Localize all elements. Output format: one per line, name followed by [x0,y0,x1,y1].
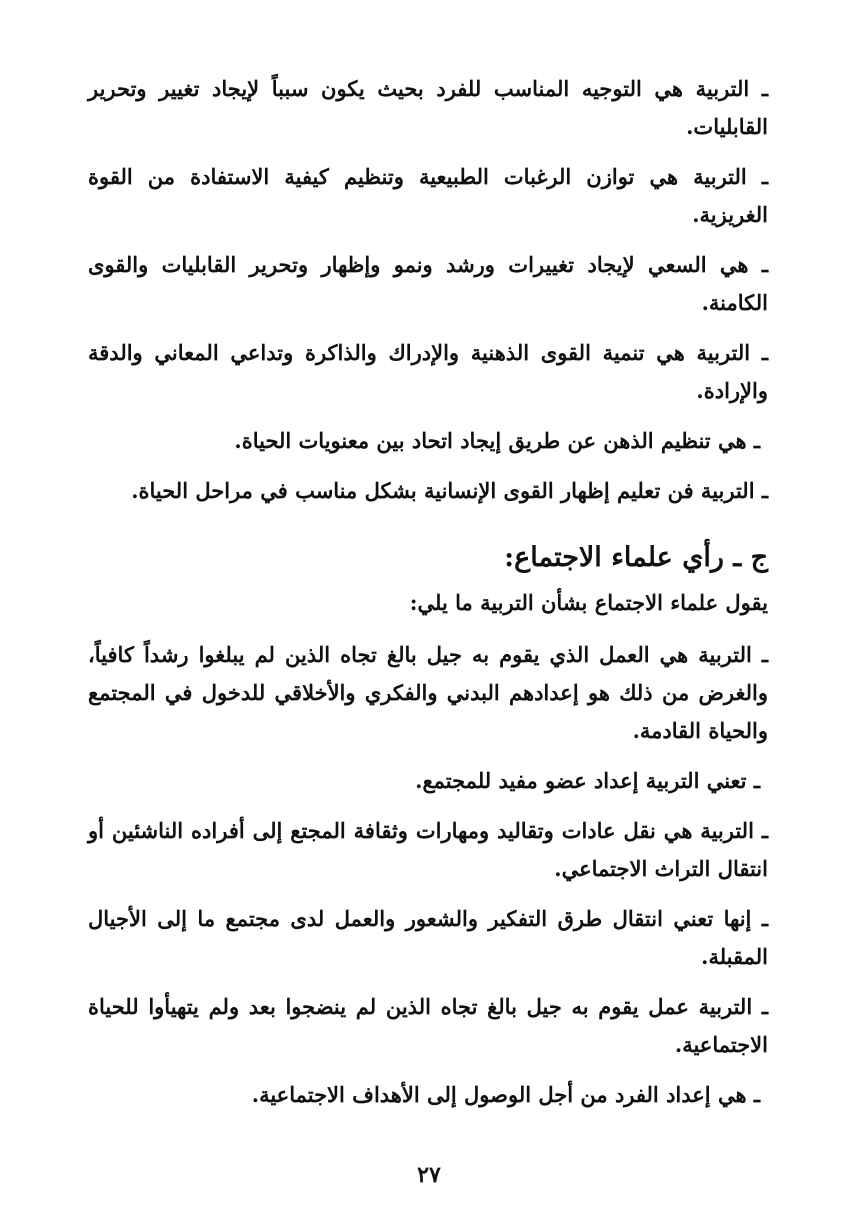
page-body [88,70,768,1126]
definition-paragraph: ـ التربية هي العمل الذي يقوم به جيل بالغ تجاه الذين لم يبلغوا رشداً كافياً، والغرض من ذلك هو إعدادهم البدني والفكري والأخلاقي للدخول في المجتمع والحياة القادمة. [88,642,768,743]
definition-paragraph: ـ التربية هي توازن الرغبات الطبيعية وتنظيم كيفية الاستفادة من القوة الغريزية. [88,164,768,227]
definition-paragraph: ـ التربية عمل يقوم به جيل بالغ تجاه الذين لم ينضجوا بعد ولم يتهيأوا للحياة الاجتماعية. [88,994,768,1057]
definition-paragraph: ـ إنها تعني انتقال طرق التفكير والشعور والعمل لدى مجتمع ما إلى الأجيال المقبلة. [88,906,768,969]
definition-paragraph: ـ التربية فن تعليم إظهار القوى الإنسانية بشكل مناسب في مراحل الحياة. [131,478,768,503]
page-number: ٢٧ [417,1162,441,1188]
section-intro: يقول علماء الاجتماع بشأن التربية ما يلي: [409,590,768,615]
section-heading: ج ـ رأي علماء الاجتماع: [504,542,768,573]
definition-paragraph: ـ التربية هي التوجيه المناسب للفرد بحيث يكون سبباً لإيجاد تغيير وتحرير القابليات. [88,76,768,139]
definition-paragraph: ـ هي السعي لإيجاد تغييرات ورشد ونمو وإظهار وتحرير القابليات والقوى الكامنة. [88,252,768,315]
definition-paragraph: ـ التربية هي نقل عادات وتقاليد ومهارات وثقافة المجتع إلى أفراده الناشئين أو انتقال التراث الاجتماعي. [88,818,768,881]
definition-paragraph: ـ التربية هي تنمية القوى الذهنية والإدراك والذاكرة وتداعي المعاني والدقة والإرادة. [88,340,768,403]
definition-paragraph: ـ هي تنظيم الذهن عن طريق إيجاد اتحاد بين معنويات الحياة. [234,428,760,453]
definition-paragraph: ـ هي إعداد الفرد من أجل الوصول إلى الأهداف الاجتماعية. [251,1082,760,1107]
definition-paragraph: ـ تعني التربية إعداد عضو مفيد للمجتمع. [415,768,760,793]
